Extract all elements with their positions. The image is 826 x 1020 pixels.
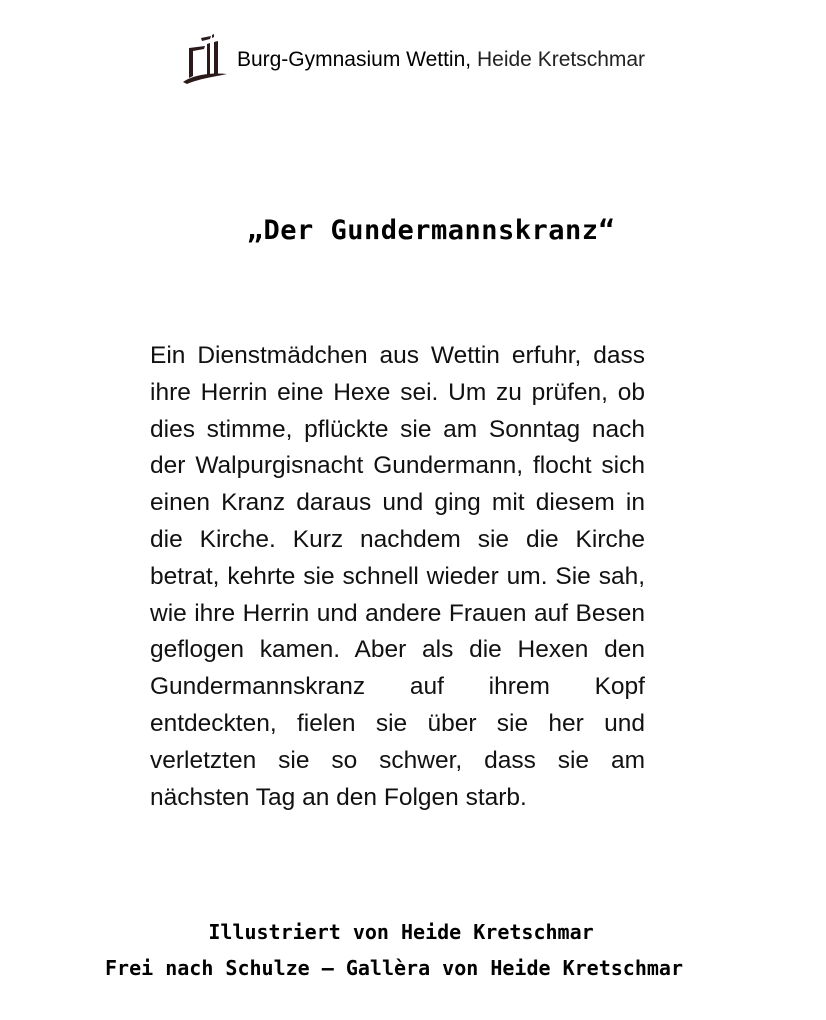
illustrator-credit: Illustriert von Heide Kretschmar — [208, 920, 594, 944]
school-name: Burg-Gymnasium Wettin — [236, 47, 466, 71]
header-author: Heide Kretschmar — [476, 47, 646, 71]
source-credit: Frei nach Schulze – Gallèra von Heide Kretschmar — [105, 956, 683, 980]
story-title: „Der Gundermannskranz“ — [246, 215, 616, 246]
page-header — [0, 32, 826, 86]
header-separator: , — [465, 47, 472, 71]
school-logo-icon — [181, 32, 233, 86]
story-text: Ein Dienstmädchen aus Wettin erfuhr, dass ihre Herrin eine Hexe sei. Um zu prüfen, ob dies stimme, pflückte sie am Sonntag nach der Walpurgisnacht Gundermann, flocht sich einen Kranz daraus und ging mit diesem in die Kirche. Kurz nachdem sie die Kirche betrat, kehrte sie schnell wieder um. Sie sah, wie ihre Herrin und andere Frauen auf Besen geflogen kamen. Aber als die Hexen den Gundermannskranz auf ihrem Kopf entdeckten, fielen sie über sie her und verletzten sie so schwer, dass sie am nächsten Tag an den Folgen starb. — [150, 342, 645, 811]
